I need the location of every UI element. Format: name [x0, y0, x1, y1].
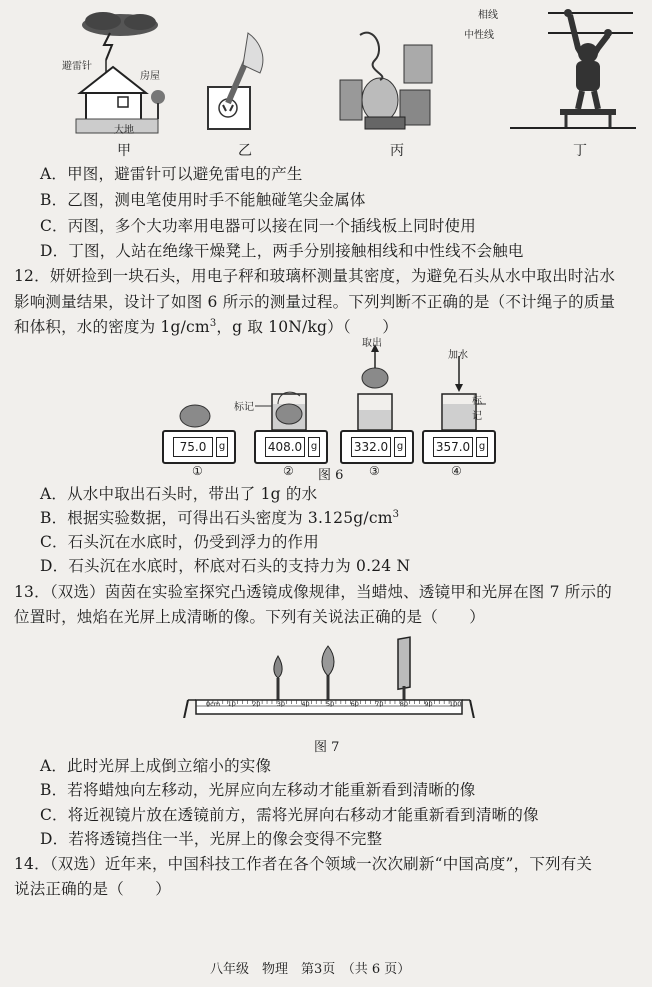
- bench-tick-label: 70: [375, 700, 384, 708]
- person-touching-wires-illustration: [508, 3, 638, 135]
- step-4-label: ④: [451, 464, 462, 478]
- q11-option-b: B．乙图，测电笔使用时手不能触碰笔尖金属体: [40, 191, 366, 209]
- house-label: 房屋: [140, 71, 160, 82]
- figure-jia: [58, 5, 188, 135]
- neutral-wire-label: 中性线: [464, 30, 494, 41]
- bench-tick-label: 40: [301, 700, 310, 708]
- bench-tick-label: 90: [424, 700, 433, 708]
- figure-6: [150, 338, 490, 488]
- scale-4-reading: 357.0: [433, 437, 473, 457]
- step-2-label: ②: [283, 464, 294, 478]
- q13-option-d: D．若将透镜挡住一半，光屏上的像会变得不完整: [40, 830, 383, 848]
- ground-label: 大地: [114, 125, 134, 136]
- bench-tick-label: 50: [326, 700, 335, 708]
- step-3-label: ③: [369, 464, 380, 478]
- q13-stem-line1: 13．（双选）茵茵在实验室探究凸透镜成像规律，当蜡烛、透镜甲和光屏在图 7 所示的: [14, 583, 612, 601]
- bench-tick-label: 20: [252, 700, 261, 708]
- q12-stem-line3: 和体积，水的密度为 $1g/cm^3$，g 取 10N/kg）（ ）: [14, 317, 398, 336]
- scale-2-reading: 408.0: [265, 437, 305, 457]
- scale-1-reading: 75.0: [173, 437, 213, 457]
- test-pen-socket-illustration: [198, 25, 278, 135]
- figure-label-ding: 丁: [573, 143, 587, 159]
- bench-tick-label: 30: [276, 700, 286, 708]
- q12-stem-line2: 影响测量结果，设计了如图 6 所示的测量过程。下列判断不正确的是（不计绳子的质量: [14, 293, 616, 311]
- q12-option-d: D．石头沉在水底时，杯底对石头的支持力为 0.24 N: [40, 557, 411, 575]
- scale-3-reading: 332.0: [351, 437, 391, 457]
- scale-3: [340, 430, 414, 464]
- q12-stem-line1: 12．妍妍捡到一块石头，用电子秤和玻璃杯测量其密度，为避免石头从水中取出时沾水: [14, 267, 616, 285]
- bench-tick-label: 100: [449, 700, 462, 708]
- figure-6-apparatus: [150, 338, 490, 443]
- q13-option-a: A．此时光屏上成倒立缩小的实像: [40, 757, 272, 775]
- scale-3-unit: g: [394, 437, 406, 457]
- figure-7: [178, 628, 478, 738]
- live-wire-label: 相线: [478, 10, 498, 21]
- bench-tick-label: 60: [350, 700, 359, 708]
- mark-label-step2: 标记: [234, 402, 254, 413]
- q14-stem-line1: 14．（双选）近年来，中国科技工作者在各个领域一次次刷新“中国高度”，下列有关: [14, 855, 593, 873]
- q12-option-a: A．从水中取出石头时，带出了 1g 的水: [40, 485, 318, 503]
- figure-label-bing: 丙: [390, 143, 404, 159]
- bench-tick-label: 80: [399, 700, 409, 708]
- q11-option-c: C．丙图，多个大功率用电器可以接在同一个插线板上同时使用: [40, 217, 476, 235]
- q11-option-a: A．甲图，避雷针可以避免雷电的产生: [40, 165, 303, 183]
- page-footer: 八年级 物理 第3页 （共 6 页）: [210, 962, 411, 977]
- figure-label-yi: 乙: [238, 143, 252, 159]
- scale-2: [254, 430, 328, 464]
- q13-option-b: B．若将蜡烛向左移动，光屏应向左移动才能重新看到清晰的像: [40, 781, 476, 799]
- figure-7-caption: 图 7: [314, 740, 340, 755]
- figure-6-caption: 图 6: [318, 468, 344, 483]
- overloaded-power-strip-illustration: [330, 25, 440, 135]
- add-water-label: 加水: [448, 350, 468, 361]
- figure-label-jia: 甲: [117, 143, 131, 159]
- bench-tick-label: 0cm: [206, 700, 221, 708]
- step-1-label: ①: [192, 464, 203, 478]
- figure-bing: [330, 25, 440, 135]
- take-out-label: 取出: [362, 338, 382, 349]
- scale-1-unit: g: [216, 437, 228, 457]
- q13-option-c: C．将近视镜片放在透镜前方，需将光屏向右移动才能重新看到清晰的像: [40, 806, 539, 824]
- lightning-rod-label: 避雷针: [62, 61, 92, 72]
- q11-option-d: D．丁图，人站在绝缘干燥凳上，两手分别接触相线和中性线不会触电: [40, 242, 524, 260]
- scale-4-unit: g: [476, 437, 488, 457]
- q12-option-b: B．根据实验数据，可得出石头密度为 $3.125g/cm^3$: [40, 508, 400, 527]
- q12-option-c: C．石头沉在水底时，仍受到浮力的作用: [40, 533, 319, 551]
- q14-stem-line2: 说法正确的是（ ）: [14, 880, 172, 898]
- figure-yi: [198, 25, 278, 135]
- scale-4: [422, 430, 496, 464]
- bench-tick-label: 10: [227, 700, 236, 708]
- scale-1: [162, 430, 236, 464]
- scale-2-unit: g: [308, 437, 320, 457]
- mark-label-step4: 标记: [472, 396, 482, 422]
- q13-stem-line2: 位置时，烛焰在光屏上成清晰的像。下列有关说法正确的是（ ）: [14, 608, 486, 626]
- figure-ding: [464, 3, 638, 135]
